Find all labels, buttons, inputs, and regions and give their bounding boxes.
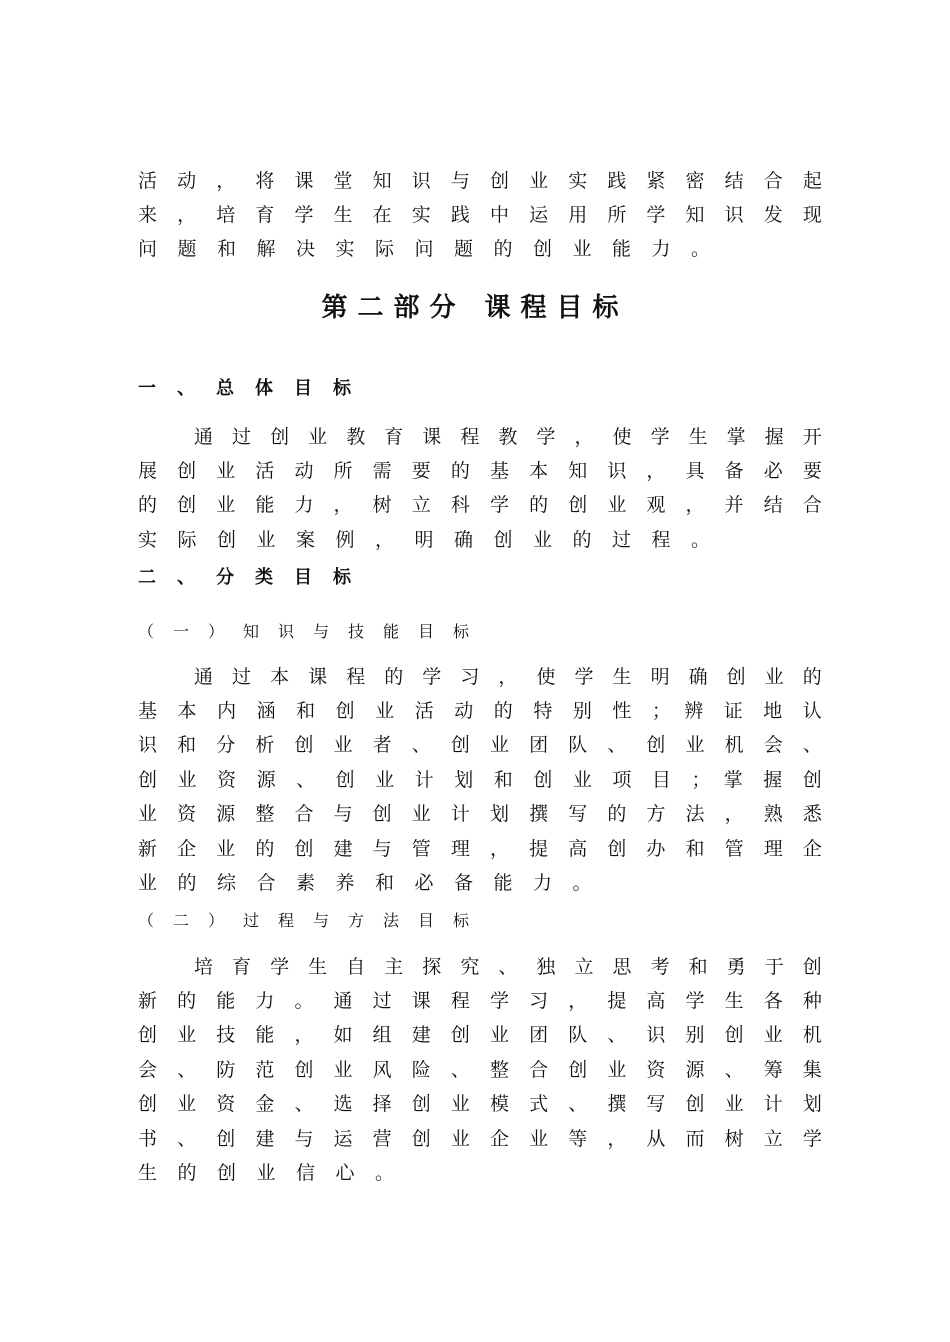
sub1-line-5: 业 资 源 整 合 与 创 业 计 划 撰 写 的 方 法 ， 熟 悉 — [138, 803, 822, 825]
category-heading: 二、分类目标 — [138, 567, 372, 588]
overall-line-4: 实际创业案例，明确创业的过程。 — [138, 529, 731, 551]
overall-line-3: 的 创 业 能 力 ， 树 立 科 学 的 创 业 观 ， 并 结 合 — [138, 494, 822, 516]
sub1-line-6: 新 企 业 的 创 建 与 管 理 ， 提 高 创 办 和 管 理 企 — [138, 838, 822, 860]
sub2-line-3: 创 业 技 能 ， 如 组 建 创 业 团 队 、 识 别 创 业 机 — [138, 1024, 822, 1046]
sub1-line-1: 通 过 本 课 程 的 学 习 ， 使 学 生 明 确 创 业 的 — [194, 666, 822, 688]
sub1-line-3: 识 和 分 析 创 业 者 、 创 业 团 队 、 创 业 机 会 、 — [138, 734, 822, 756]
overall-heading: 一、总体目标 — [138, 378, 372, 399]
sub2-line-6: 书 、 创 建 与 运 营 创 业 企 业 等 ， 从 而 树 立 学 — [138, 1128, 822, 1150]
sub2-line-7: 生的创业信心。 — [138, 1162, 415, 1184]
sub1-line-7: 业的综合素养和必备能力。 — [138, 872, 613, 894]
sub2-line-5: 创 业 资 金 、 选 择 创 业 模 式 、 撰 写 创 业 计 划 — [138, 1093, 822, 1115]
sub1-line-4: 创 业 资 源 、 创 业 计 划 和 创 业 项 目 ； 掌 握 创 — [138, 769, 822, 791]
sub1-heading: （一）知识与技能目标 — [138, 622, 489, 641]
sub2-heading: （二）过程与方法目标 — [138, 911, 489, 930]
overall-line-1: 通 过 创 业 教 育 课 程 教 学 ， 使 学 生 掌 握 开 — [194, 426, 822, 448]
sub2-line-2: 新 的 能 力 。 通 过 课 程 学 习 ， 提 高 学 生 各 种 — [138, 990, 822, 1012]
section-title: 第二部分 课程目标 — [321, 293, 629, 323]
overall-line-2: 展 创 业 活 动 所 需 要 的 基 本 知 识 ， 具 备 必 要 — [138, 460, 822, 482]
sub2-line-1: 培 育 学 生 自 主 探 究 、 独 立 思 考 和 勇 于 创 — [194, 956, 822, 978]
intro-line-3: 问题和解决实际问题的创业能力。 — [138, 238, 731, 260]
sub2-line-4: 会 、 防 范 创 业 风 险 、 整 合 创 业 资 源 、 筹 集 — [138, 1059, 822, 1081]
intro-line-2: 来 ， 培 育 学 生 在 实 践 中 运 用 所 学 知 识 发 现 — [138, 204, 822, 226]
intro-line-1: 活 动 ， 将 课 堂 知 识 与 创 业 实 践 紧 密 结 合 起 — [138, 170, 822, 192]
sub1-line-2: 基 本 内 涵 和 创 业 活 动 的 特 别 性 ； 辨 证 地 认 — [138, 700, 822, 722]
